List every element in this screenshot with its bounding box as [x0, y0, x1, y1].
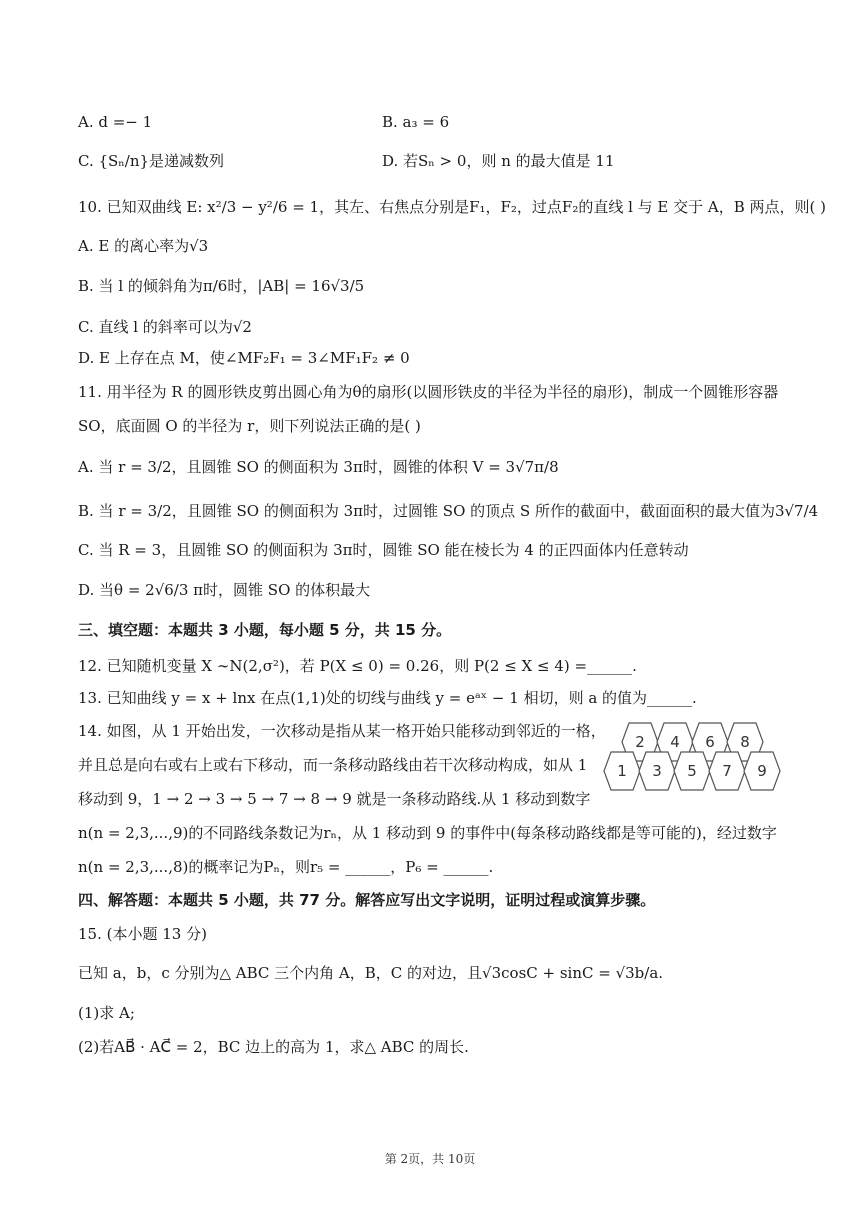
- q15-stem: 已知 a，b，c 分别为△ ABC 三个内角 A，B，C 的对边，且√3cosC + sinC = √3b/a.: [78, 964, 664, 982]
- q14-line2: 并且总是向右或右上或右下移动，而一条移动路线由若干次移动构成，如从 1: [78, 756, 588, 774]
- q14-line1: 14. 如图，从 1 开始出发，一次移动是指从某一格开始只能移动到邻近的一格，: [78, 722, 606, 740]
- q11-stem-line2: SO，底面圆 O 的半径为 r，则下列说法正确的是( ): [78, 417, 421, 435]
- hex-label-top: 8: [740, 733, 750, 751]
- q9-option-b: B. a₃ = 6: [382, 113, 450, 131]
- hex-label-top: 4: [670, 733, 680, 751]
- q15-part1: (1)求 A;: [78, 1004, 135, 1022]
- q10-option-d: D. E 上存在点 M，使∠MF₂F₁ = 3∠MF₁F₂ ≠ 0: [78, 349, 410, 367]
- q11-option-d: D. 当θ = 2√6/3 π时，圆锥 SO 的体积最大: [78, 581, 371, 599]
- q10-option-c: C. 直线 l 的斜率可以为√2: [78, 318, 252, 336]
- hex-label-top: 2: [635, 733, 645, 751]
- hex-label-bottom: 3: [652, 762, 662, 780]
- q10-option-a: A. E 的离心率为√3: [78, 237, 209, 255]
- hex-label-top: 6: [705, 733, 715, 751]
- q15-part2: (2)若AB⃗ · AC⃗ = 2，BC 边上的高为 1，求△ ABC 的周长.: [78, 1038, 469, 1056]
- q11-option-c: C. 当 R = 3，且圆锥 SO 的侧面积为 3π时，圆锥 SO 能在棱长为 4 的正四面体内任意转动: [78, 541, 689, 559]
- hex-label-bottom: 5: [687, 762, 697, 780]
- q9-option-c: C. {Sₙ/n}是递减数列: [78, 152, 225, 170]
- q11-stem-line1: 11. 用半径为 R 的圆形铁皮剪出圆心角为θ的扇形(以圆形铁皮的半径为半径的扇形)，制成一个圆锥形容器: [78, 383, 779, 401]
- q10-option-b: B. 当 l 的倾斜角为π/6时，|AB| = 16√3/5: [78, 277, 365, 295]
- q15-heading: 15. (本小题 13 分): [78, 925, 207, 943]
- q14-line3: 移动到 9，1 → 2 → 3 → 5 → 7 → 8 → 9 就是一条移动路线.从 1 移动到数字: [78, 790, 591, 808]
- hex-label-bottom: 9: [757, 762, 767, 780]
- q9-option-a: A. d =− 1: [78, 113, 153, 131]
- hex-label-bottom: 1: [617, 762, 627, 780]
- q12-stem: 12. 已知随机变量 X ∼N(2,σ²)，若 P(X ≤ 0) = 0.26，则 P(2 ≤ X ≤ 4) =______.: [78, 657, 637, 675]
- q14-line4: n(n = 2,3,...,9)的不同路线条数记为rₙ，从 1 移动到 9 的事件中(每条移动路线都是等可能的)，经过数字: [78, 824, 777, 842]
- q11-option-a: A. 当 r = 3/2，且圆锥 SO 的侧面积为 3π时，圆锥的体积 V = 3√7π/8: [78, 458, 559, 476]
- q14-line5: n(n = 2,3,...,8)的概率记为Pₙ，则r₅ = ______，P₆ = ______.: [78, 858, 494, 876]
- section-3-heading: 三、填空题：本题共 3 小题，每小题 5 分，共 15 分。: [78, 621, 452, 639]
- q13-stem: 13. 已知曲线 y = x + lnx 在点(1,1)处的切线与曲线 y = eᵃˣ − 1 相切，则 a 的值为______.: [78, 689, 697, 707]
- q11-option-b: B. 当 r = 3/2，且圆锥 SO 的侧面积为 3π时，过圆锥 SO 的顶点 S 所作的截面中，截面面积的最大值为3√7/4: [78, 502, 819, 520]
- q10-stem: 10. 已知双曲线 E: x²/3 − y²/6 = 1，其左、右焦点分别是F₁，F₂，过点F₂的直线 l 与 E 交于 A，B 两点，则( ): [78, 198, 827, 216]
- section-4-heading: 四、解答题：本题共 5 小题，共 77 分。解答应写出文字说明，证明过程或演算步骤。: [78, 891, 656, 909]
- hex-label-bottom: 7: [722, 762, 732, 780]
- q9-option-d: D. 若Sₙ > 0，则 n 的最大值是 11: [382, 152, 615, 170]
- hexagon-grid-figure: [600, 718, 786, 796]
- page-footer: 第 2页，共 10页: [384, 1152, 476, 1166]
